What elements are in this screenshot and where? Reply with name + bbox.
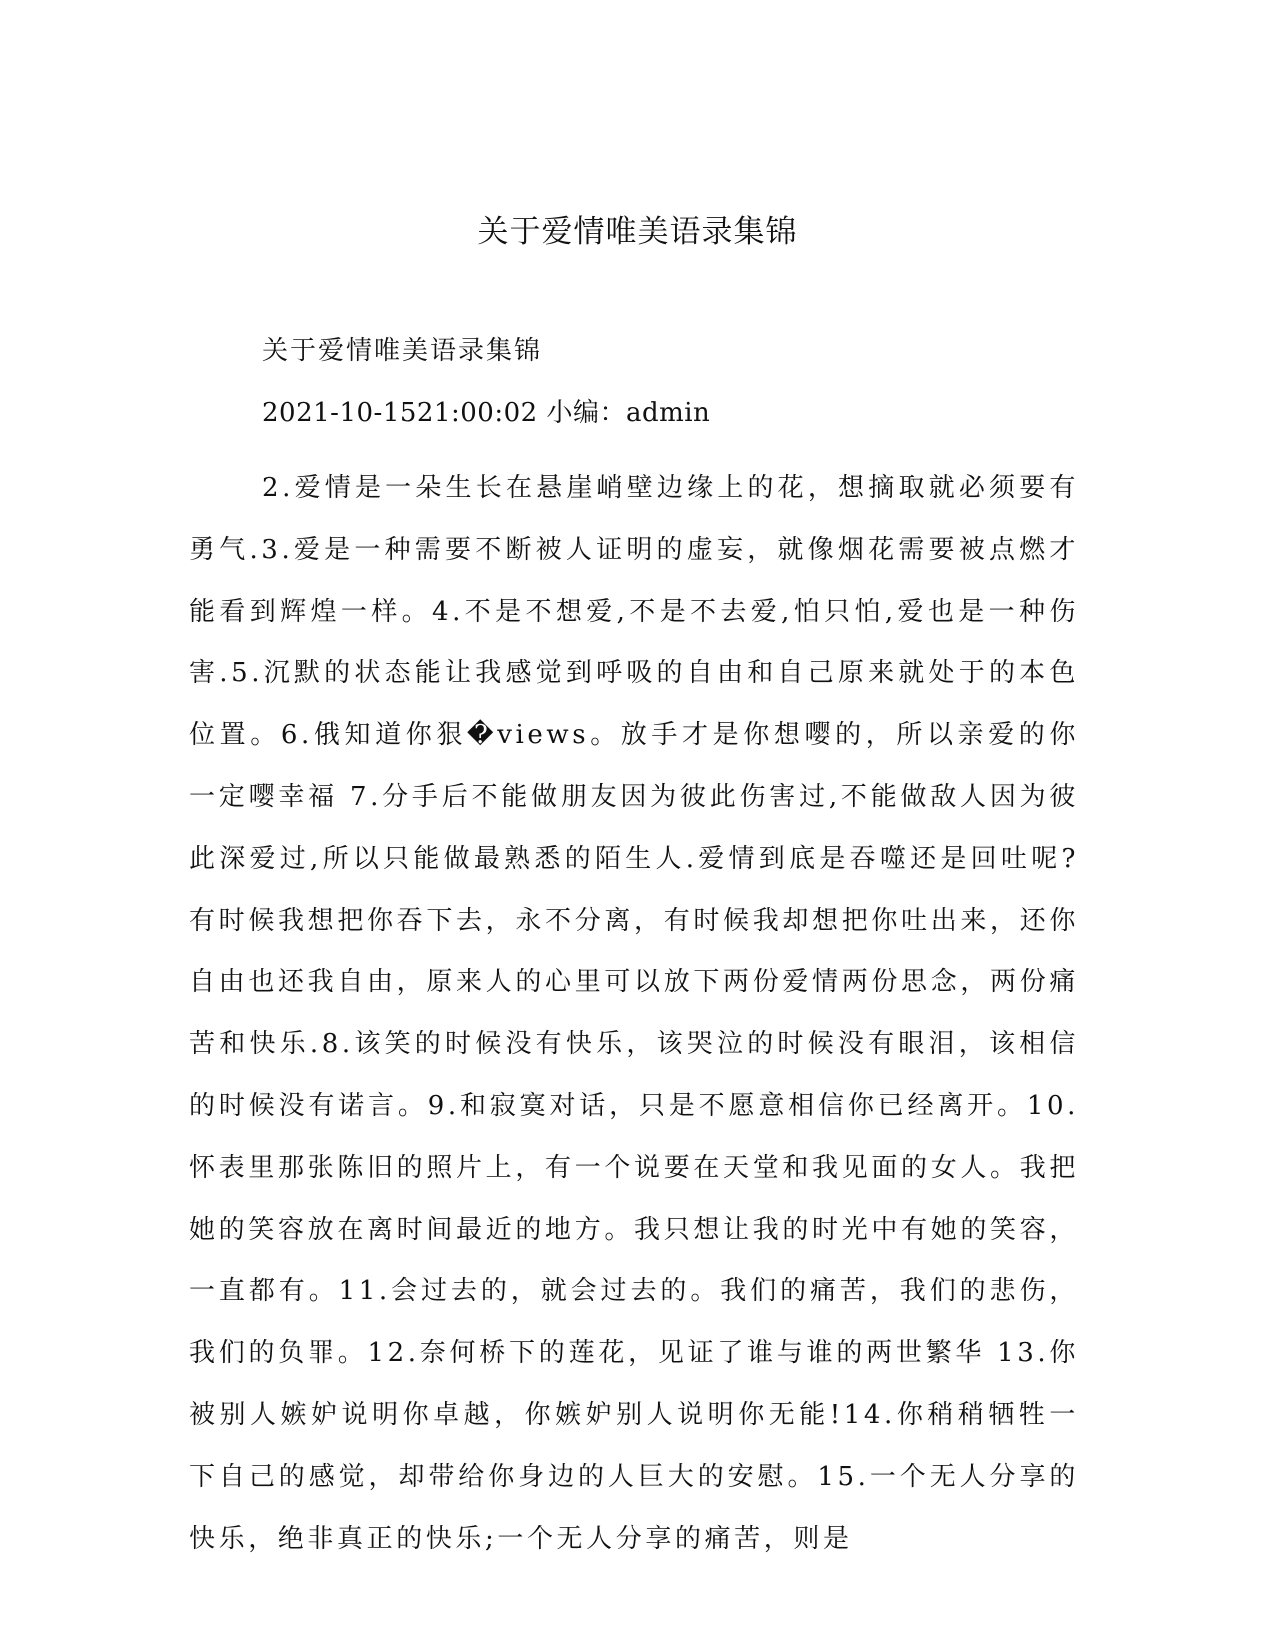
article-subtitle: 关于爱情唯美语录集锦 [262, 336, 543, 366]
article-body: 2.爱情是一朵生长在悬崖峭壁边缘上的花，想摘取就必须要有勇气.3.爱是一种需要不断被人证明的虚妄，就像烟花需要被点燃才能看到辉煌一样。4.不是不想爱,不是不去爱,怕只怕,爱也是一种伤害.5.沉默的状态能让我感觉到呼吸的自由和自己原来就处于的本色位置。6.俄知道你狠�views。放手才是你想嘤的，所以亲爱的你一定嘤幸福 7.分手后不能做朋友因为彼此伤害过,不能做敌人因为彼此深爱过,所以只能做最熟悉的陌生人.爱情到底是吞噬还是回吐呢?有时候我想把你吞下去，永不分离，有时候我却想把你吐出来，还你自由也还我自由，原来人的心里可以放下两份爱情两份思念，两份痛苦和快乐.8.该笑的时候没有快乐，该哭泣的时候没有眼泪，该相信的时候没有诺言。9.和寂寞对话，只是不愿意相信你已经离开。10.怀表里那张陈旧的照片上，有一个说要在天堂和我见面的女人。我把她的笑容放在离时间最近的地方。我只想让我的时光中有她的笑容，一直都有。11.会过去的，就会过去的。我们的痛苦，我们的悲伤，我们的负罪。12.奈何桥下的莲花，见证了谁与谁的两世繁华 13.你被别人嫉妒说明你卓越，你嫉妒别人说明你无能!14.你稍稍牺牲一下自己的感觉，却带给你身边的人巨大的安慰。15.一个无人分享的快乐，绝非真正的快乐;一个无人分享的痛苦，则是 [189, 473, 1079, 1554]
article-date-author: 2021-10-1521:00:02 小编：admin [262, 398, 711, 428]
document-title: 关于爱情唯美语录集锦 [477, 214, 798, 250]
